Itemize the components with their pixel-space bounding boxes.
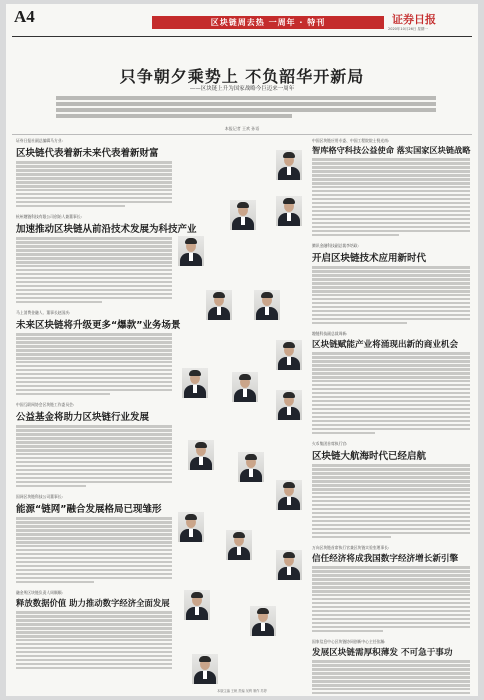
article	[16, 494, 172, 585]
article-body	[16, 161, 172, 209]
article-body	[312, 464, 470, 540]
section-banner-text: 区块链周去热 一周年 · 特刊	[210, 18, 326, 27]
article-headline: 加速推动区块链从前沿技术发展为科技产业	[16, 224, 197, 235]
article-kicker: 万向区块链首席执行官兼区块链实验室理事长:	[312, 545, 390, 550]
article-headline: 发展区块链需厚积薄发 不可急于事功	[312, 648, 453, 658]
portrait-photo	[184, 590, 210, 620]
article-kicker: 证券日报社副总编辑马方业:	[16, 138, 63, 143]
article-headline: 区块链大航海时代已经启航	[312, 451, 427, 462]
title-separator	[12, 134, 472, 135]
page-header	[6, 4, 478, 38]
article-headline: 信任经济将成我国数字经济增长新引擎	[312, 554, 459, 564]
feature-title-block	[6, 40, 478, 136]
article-kicker: 中国区块链应用专委、中国工程院院士倪光南:	[312, 138, 390, 143]
article-kicker: 火币集团首席执行官:	[312, 441, 348, 446]
portrait-photo	[188, 440, 214, 470]
portrait-photo	[226, 530, 252, 560]
article-body	[16, 237, 172, 305]
article	[312, 331, 470, 436]
portrait-photo	[254, 290, 280, 320]
article-headline: 公益基金将助力区块链行业发展	[16, 412, 150, 423]
article-body	[16, 517, 172, 585]
feature-subtitle: ——区块链上升为国家战略今巨迈来一周年	[189, 86, 295, 92]
portrait-photo	[276, 480, 302, 510]
article-kicker: 国网区块链科技公司董事长:	[16, 494, 63, 499]
article-kicker: 腾讯金融科技副总裁李培政:	[312, 243, 359, 248]
article-kicker: 趣链科技副总裁周新:	[312, 331, 348, 336]
article-body	[16, 333, 172, 397]
portrait-photo	[276, 390, 302, 420]
section-banner	[152, 16, 384, 29]
article-body	[16, 611, 172, 671]
article-headline: 开启区块链技术应用新时代	[312, 253, 427, 264]
article-body	[312, 266, 470, 326]
article	[16, 214, 197, 305]
portrait-photo	[276, 150, 302, 180]
left-column	[16, 138, 197, 676]
article-headline: 智库格守科技公益使命 落实国家区块链战略	[312, 145, 471, 155]
portrait-photo	[206, 290, 232, 320]
portrait-photo	[276, 340, 302, 370]
article	[16, 138, 172, 209]
article-headline: 能源“链网”融合发展格局已现雏形	[16, 504, 162, 515]
page-footer: 本版主编 王帆 责编 吴利 制作 苏婷	[217, 689, 267, 693]
portrait-photo	[182, 368, 208, 398]
article	[16, 402, 172, 489]
article	[312, 441, 470, 540]
article-kicker: 马上消费金融人、董事长赵国庆:	[16, 310, 71, 315]
article-headline: 区块链赋能产业将涌现出新的商业机会	[312, 340, 459, 350]
portrait-photo	[276, 196, 302, 226]
portrait-photo	[230, 200, 256, 230]
article-body	[16, 425, 172, 489]
portrait-photo	[192, 654, 218, 684]
newspaper-page	[6, 4, 478, 696]
portrait-photo	[178, 512, 204, 542]
article-headline: 区块链代表着新未来代表着新财富	[16, 148, 159, 159]
portrait-photo	[178, 236, 204, 266]
article-kicker: 中国互联网协会区块链工作委员会:	[16, 402, 75, 407]
article	[16, 310, 181, 397]
article-headline: 释放数据价值 助力推动数字经济全面发展	[16, 598, 170, 608]
article	[312, 138, 470, 238]
article-body	[312, 352, 470, 436]
article	[312, 243, 470, 326]
byline: 本报记者 王欢 孙语	[224, 126, 260, 131]
portrait-photo	[232, 372, 258, 402]
portrait-photo	[276, 550, 302, 580]
article	[312, 545, 470, 634]
article-body	[312, 566, 470, 634]
right-column	[312, 138, 470, 696]
header-rule	[12, 36, 472, 37]
article-headline: 未来区块链将升级更多“爆款”业务场景	[16, 320, 181, 331]
portrait-photo	[250, 606, 276, 636]
article	[16, 590, 172, 671]
article-kicker: 融金所区块链负责人周顺顺:	[16, 590, 63, 595]
article-kicker: 国家信息中心区块链协同创新中心主任张瀚:	[312, 639, 386, 644]
newspaper-logo: 证券日报	[392, 13, 436, 26]
portrait-gallery	[176, 140, 308, 692]
article-body	[312, 158, 470, 238]
lead-paragraph	[56, 96, 436, 122]
page-number: A4	[14, 7, 35, 26]
portrait-photo	[238, 452, 264, 482]
dateline: 2020年10月26日 星期一	[388, 27, 428, 31]
article-kicker: 杭州趣链科技有限公司创始人兼董事长:	[16, 214, 82, 219]
feature-title: 只争朝夕乘势上 不负韶华开新局	[119, 67, 365, 86]
